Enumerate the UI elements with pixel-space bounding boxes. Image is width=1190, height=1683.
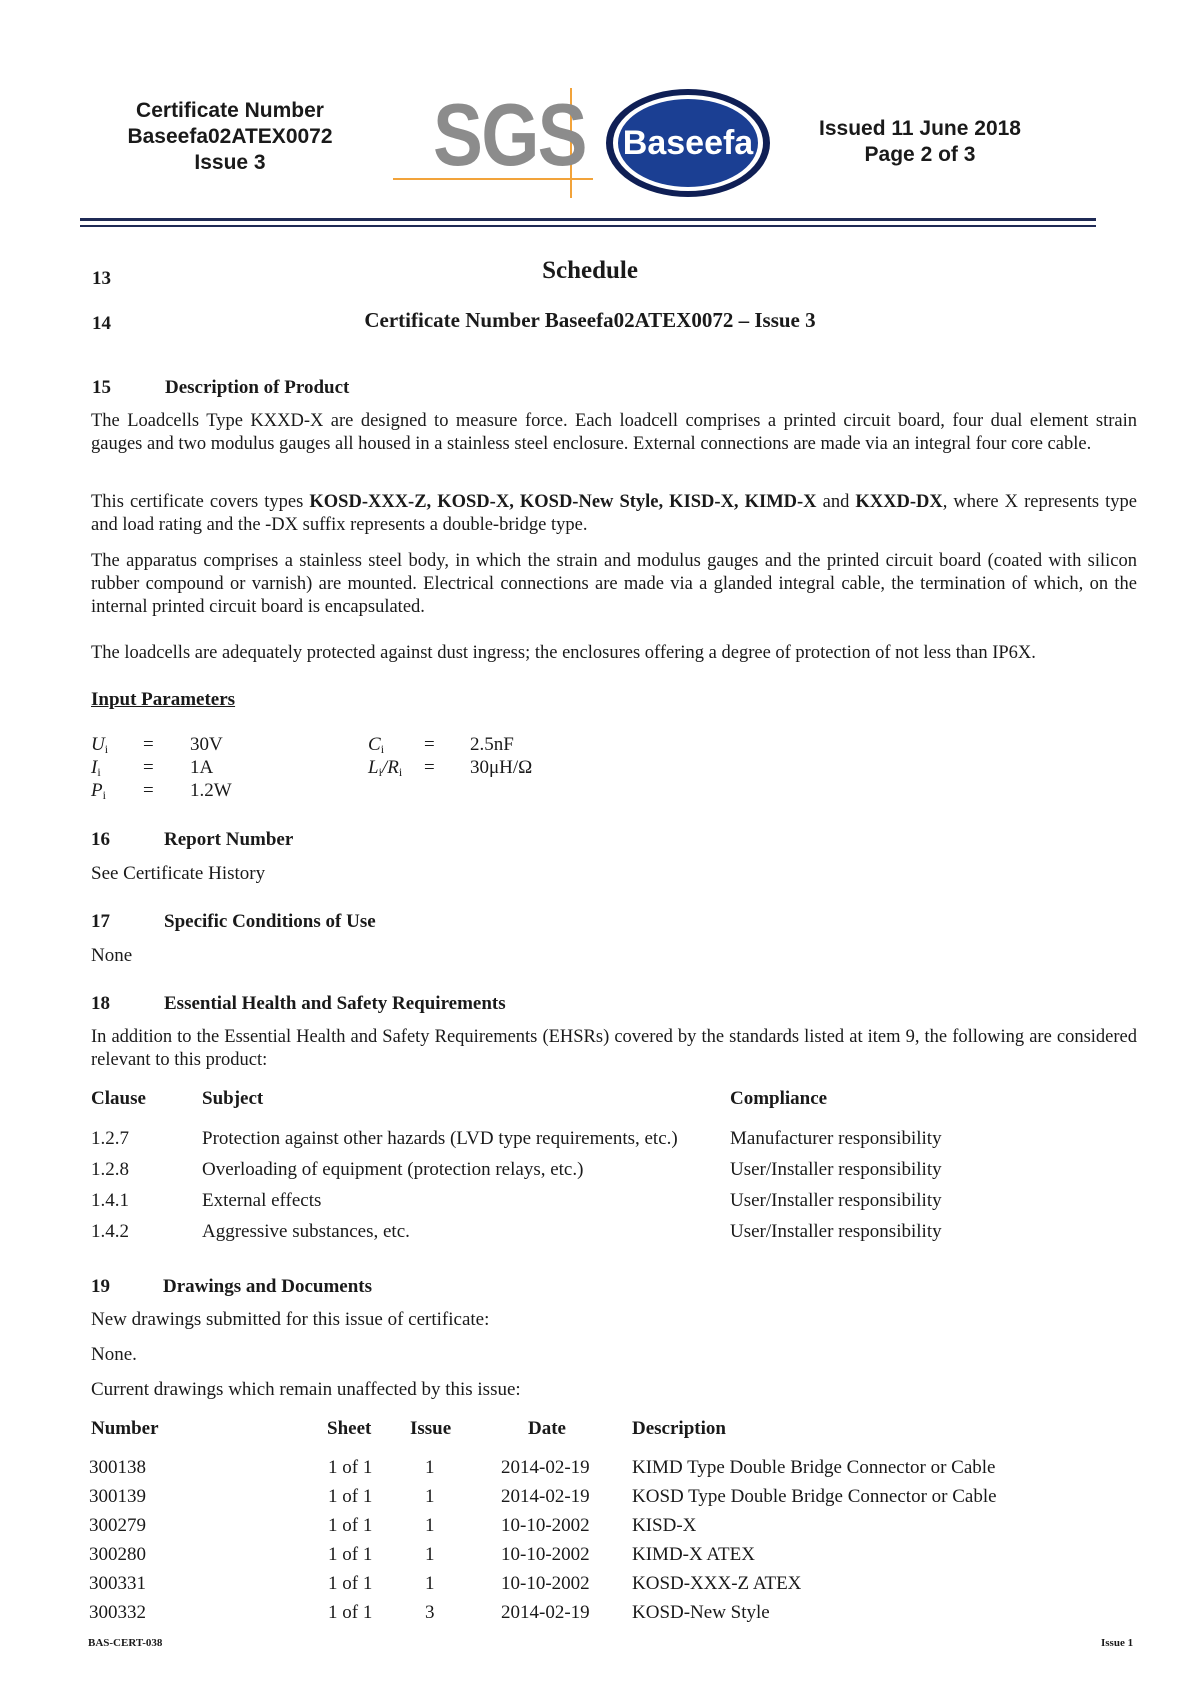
item-13-number: 13 [92, 268, 111, 289]
param-li-ri-eq: = [424, 757, 435, 778]
drawing-row-date: 10-10-2002 [501, 1515, 590, 1536]
item-14-number: 14 [92, 313, 111, 334]
ehsr-row-compliance: User/Installer responsibility [730, 1190, 942, 1211]
drawing-row-description: KIMD Type Double Bridge Connector or Cable [632, 1457, 996, 1478]
ehsr-intro: In addition to the Essential Health and Safety Requirements (EHSRs) covered by the standards listed at item 9, the following are considered relevant to this product: [91, 1027, 1137, 1070]
param-ui-eq: = [143, 734, 154, 755]
drawing-row-sheet: 1 of 1 [328, 1486, 373, 1507]
param-ui-value: 30V [190, 734, 223, 755]
drawing-row-issue: 1 [425, 1515, 435, 1536]
param-ii: $I_i$ [91, 757, 101, 779]
section-18-number: 18 [91, 993, 110, 1014]
cert-label: Certificate Number [136, 99, 324, 122]
drawing-row-description: KIMD-X ATEX [632, 1544, 755, 1565]
drawing-row-sheet: 1 of 1 [328, 1457, 373, 1478]
description-paragraph-2: This certificate covers types KOSD-XXX-Z, KOSD-X, KOSD-New Style, KISD-X, KIMD-X and KXXD-DX, where X represents type and load rating and the -DX suffix represents a double-bridge type. [91, 492, 1137, 535]
drawing-row-date: 2014-02-19 [501, 1486, 590, 1507]
ehsr-header-subject: Subject [202, 1088, 264, 1109]
param-ii-eq: = [143, 757, 154, 778]
drawing-row-date: 2014-02-19 [501, 1602, 590, 1623]
drawing-row-number: 300332 [89, 1602, 146, 1623]
param-ii-value: 1A [190, 757, 214, 778]
drawing-row-date: 10-10-2002 [501, 1573, 590, 1594]
param-ci-value: 2.5nF [470, 734, 514, 755]
description-paragraph-3: The apparatus comprises a stainless steel body, in which the strain and modulus gauges and the printed circuit board (coated with silicon rubber compound or varnish) are mounted. Electrical connections are made via a glanded integral cable, the termination of which, on the internal printed circuit board is encapsulated. [91, 551, 1137, 617]
drawings-header-description: Description [632, 1418, 726, 1439]
ehsr-row-subject: Aggressive substances, etc. [202, 1221, 410, 1242]
description-paragraph-1: The Loadcells Type KXXD-X are designed to measure force. Each loadcell comprises a printed circuit board, four dual element strain gauges and two modulus gauges all housed in a stainless steel enclosure. External connections are made via an integral four core cable. [91, 411, 1137, 454]
sgs-logo [395, 80, 586, 200]
param-pi-eq: = [143, 780, 154, 801]
drawing-row-issue: 1 [425, 1544, 435, 1565]
drawing-row-description: KOSD-New Style [632, 1602, 770, 1623]
drawing-row-number: 300279 [89, 1515, 146, 1536]
schedule-title: Schedule [542, 257, 638, 284]
drawing-row-sheet: 1 of 1 [328, 1602, 373, 1623]
drawing-row-sheet: 1 of 1 [328, 1573, 373, 1594]
drawings-header-sheet: Sheet [327, 1418, 372, 1439]
drawing-row-number: 300331 [89, 1573, 146, 1594]
param-ci-eq: = [424, 734, 435, 755]
param-pi-value: 1.2W [190, 780, 232, 801]
ehsr-row-clause: 1.4.2 [91, 1221, 129, 1242]
header-rule-bottom [80, 225, 1096, 227]
drawing-row-issue: 3 [425, 1602, 435, 1623]
drawing-row-description: KOSD-XXX-Z ATEX [632, 1573, 802, 1594]
input-parameters-heading: Input Parameters [91, 689, 236, 710]
section-19-number: 19 [91, 1276, 110, 1297]
drawing-row-sheet: 1 of 1 [328, 1544, 373, 1565]
drawing-row-number: 300138 [89, 1457, 146, 1478]
drawings-header-number: Number [91, 1418, 159, 1439]
ehsr-row-compliance: User/Installer responsibility [730, 1159, 942, 1180]
drawings-header-date: Date [528, 1418, 566, 1439]
param-ci: $C_i$ [368, 734, 385, 756]
section-15-number: 15 [92, 377, 111, 398]
certificate-title: Certificate Number Baseefa02ATEX0072 – Issue 3 [364, 308, 816, 332]
baseefa-logo-text: Baseefa [622, 124, 754, 162]
ehsr-row-subject: External effects [202, 1190, 322, 1211]
ehsr-row-clause: 1.2.7 [91, 1128, 129, 1149]
param-ui: $U_i$ [91, 734, 109, 756]
drawing-row-number: 300280 [89, 1544, 146, 1565]
drawing-row-date: 10-10-2002 [501, 1544, 590, 1565]
param-li-ri-value: 30μH/Ω [470, 757, 533, 778]
param-pi: $P_i$ [91, 780, 106, 802]
page-number: Page 2 of 3 [864, 143, 976, 166]
section-15-title: Description of Product [165, 377, 350, 398]
ehsr-row-clause: 1.2.8 [91, 1159, 129, 1180]
cert-number: Baseefa02ATEX0072 [127, 125, 333, 148]
ehsr-header-clause: Clause [91, 1088, 146, 1109]
section-16-number: 16 [91, 829, 110, 850]
cert-issue: Issue 3 [194, 151, 266, 174]
new-drawings-text: New drawings submitted for this issue of certificate: [91, 1309, 490, 1330]
drawing-row-number: 300139 [89, 1486, 146, 1507]
ehsr-row-clause: 1.4.1 [91, 1190, 129, 1211]
section-19-title: Drawings and Documents [163, 1276, 373, 1297]
drawing-row-description: KOSD Type Double Bridge Connector or Cable [632, 1486, 997, 1507]
ehsr-row-subject: Protection against other hazards (LVD type requirements, etc.) [202, 1128, 678, 1149]
new-drawings-none: None. [91, 1344, 137, 1365]
drawing-row-issue: 1 [425, 1457, 435, 1478]
drawings-header-issue: Issue [410, 1418, 452, 1439]
drawing-row-issue: 1 [425, 1573, 435, 1594]
ehsr-header-compliance: Compliance [730, 1088, 828, 1109]
issued-date: Issued 11 June 2018 [819, 117, 1021, 140]
footer-form-code: BAS-CERT-038 [88, 1637, 163, 1649]
baseefa-logo [603, 86, 773, 200]
conditions-text: None [91, 945, 133, 966]
issue-info [815, 116, 1025, 168]
drawing-row-issue: 1 [425, 1486, 435, 1507]
current-drawings-text: Current drawings which remain unaffected by this issue: [91, 1379, 521, 1400]
footer-issue: Issue 1 [1101, 1637, 1134, 1649]
description-paragraph-4: The loadcells are adequately protected against dust ingress; the enclosures offering a degree of protection of not less than IP6X. [91, 643, 1036, 663]
section-17-title: Specific Conditions of Use [164, 911, 376, 932]
param-li-ri: $L_i/R_i$ [368, 757, 403, 779]
section-18-title: Essential Health and Safety Requirements [164, 993, 506, 1014]
header-rule-top [80, 218, 1096, 221]
certificate-header [100, 98, 360, 176]
section-16-title: Report Number [164, 829, 294, 850]
sgs-logo-text: SGS [433, 85, 586, 184]
drawing-row-sheet: 1 of 1 [328, 1515, 373, 1536]
drawing-row-date: 2014-02-19 [501, 1457, 590, 1478]
ehsr-row-compliance: User/Installer responsibility [730, 1221, 942, 1242]
drawing-row-description: KISD-X [632, 1515, 697, 1536]
report-number-text: See Certificate History [91, 863, 266, 884]
ehsr-row-subject: Overloading of equipment (protection relays, etc.) [202, 1159, 584, 1180]
ehsr-row-compliance: Manufacturer responsibility [730, 1128, 942, 1149]
section-17-number: 17 [91, 911, 110, 932]
